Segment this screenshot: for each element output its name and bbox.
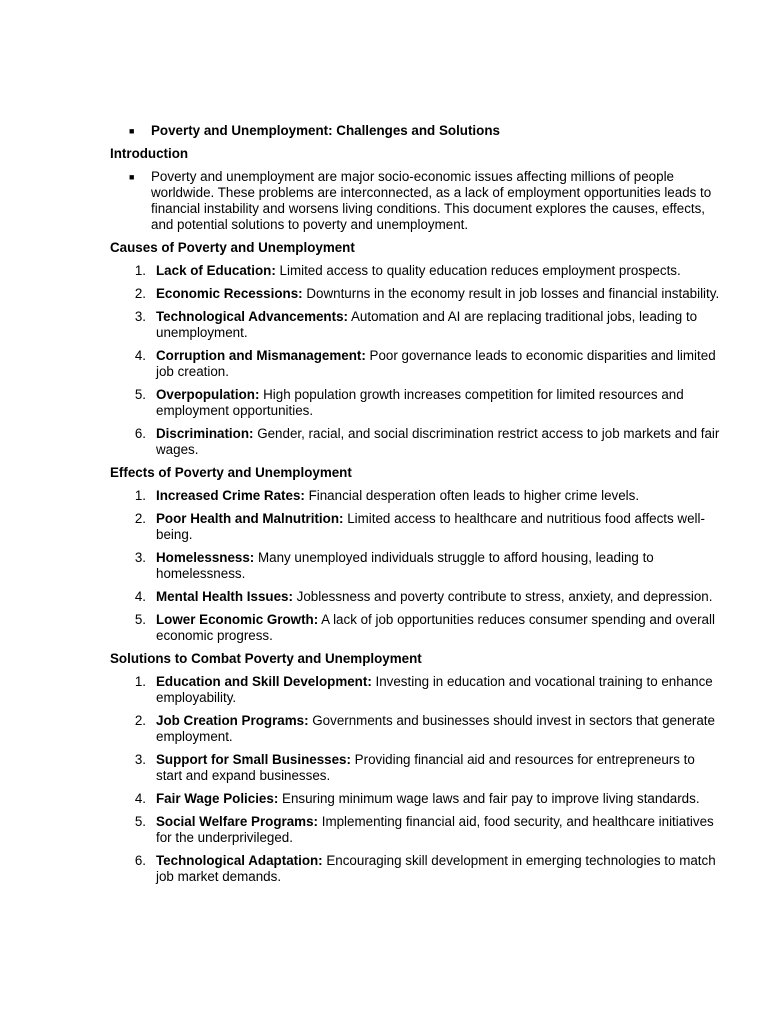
list-number: 3. [134, 309, 146, 324]
list-item [110, 674, 720, 706]
list-item [110, 286, 720, 302]
list-text: Poor governance leads to economic disparities and limited job creation. [156, 348, 716, 379]
list-term: Mental Health Issues: [156, 589, 293, 604]
square-bullet-icon: ■ [129, 172, 135, 182]
list-term: Corruption and Mismanagement: [156, 348, 366, 363]
list-term: Support for Small Businesses: [156, 752, 351, 767]
list-term: Lower Economic Growth: [156, 612, 319, 627]
list-number: 5. [134, 814, 146, 829]
list-term: Discrimination: [156, 426, 254, 441]
list-term: Lack of Education: [156, 263, 276, 278]
list-text: A lack of job opportunities reduces consumer spending and overall economic progress. [156, 612, 715, 643]
list-text: Joblessness and poverty contribute to stress, anxiety, and depression. [292, 589, 713, 604]
document-title: Poverty and Unemployment: Challenges and Solutions [151, 123, 500, 138]
list-text: Many unemployed individuals struggle to afford housing, leading to homelessness. [156, 550, 654, 581]
list-term: Homelessness: [156, 550, 255, 565]
list-number: 2. [134, 713, 146, 728]
list-item [110, 612, 720, 644]
list-item [110, 348, 720, 380]
list-text: Ensuring minimum wage laws and fair pay to improve living standards. [278, 791, 700, 806]
list-item [110, 426, 720, 458]
effects-list [110, 488, 720, 644]
list-number: 3. [134, 752, 146, 767]
list-item [110, 814, 720, 846]
list-term: Increased Crime Rates: [156, 488, 305, 503]
list-text: Investing in education and vocational training to enhance employability. [156, 674, 713, 705]
list-number: 4. [134, 791, 146, 806]
list-text: Financial desperation often leads to higher crime levels. [304, 488, 640, 503]
list-item [110, 387, 720, 419]
list-number: 4. [134, 348, 146, 363]
list-term: Technological Adaptation: [156, 853, 323, 868]
title-bullet-row [110, 123, 720, 139]
list-term: Technological Advancements: [156, 309, 348, 324]
list-item [110, 550, 720, 582]
list-number: 2. [134, 286, 146, 301]
list-text: Gender, racial, and social discrimination restrict access to job markets and fair wages. [156, 426, 720, 457]
list-number: 2. [134, 511, 146, 526]
intro-bullet-row [110, 169, 720, 233]
list-text: Downturns in the economy result in job losses and financial instability. [302, 286, 720, 301]
list-number: 1. [134, 488, 146, 503]
list-item [110, 263, 720, 279]
list-text: Governments and businesses should invest in sectors that generate employment. [156, 713, 715, 744]
document-page [110, 123, 720, 892]
solutions-heading: Solutions to Combat Poverty and Unemployment [110, 651, 422, 666]
list-term: Job Creation Programs: [156, 713, 309, 728]
list-text: Providing financial aid and resources for entrepreneurs to start and expand businesses. [156, 752, 695, 783]
list-term: Social Welfare Programs: [156, 814, 318, 829]
square-bullet-icon: ■ [129, 126, 135, 136]
list-number: 6. [134, 853, 146, 868]
list-item [110, 589, 720, 605]
list-item [110, 853, 720, 885]
list-number: 3. [134, 550, 146, 565]
list-number: 4. [134, 589, 146, 604]
list-text: Encouraging skill development in emerging technologies to match job market demands. [156, 853, 716, 884]
list-term: Education and Skill Development: [156, 674, 372, 689]
solutions-list [110, 674, 720, 885]
list-number: 6. [134, 426, 146, 441]
effects-heading: Effects of Poverty and Unemployment [110, 465, 352, 480]
list-text: Implementing financial aid, food security, and healthcare initiatives for the underprivileged. [156, 814, 714, 845]
list-item [110, 752, 720, 784]
list-text: Limited access to quality education reduces employment prospects. [275, 263, 681, 278]
list-number: 1. [134, 263, 146, 278]
list-number: 5. [134, 387, 146, 402]
list-term: Overpopulation: [156, 387, 260, 402]
causes-list [110, 263, 720, 458]
list-item [110, 713, 720, 745]
list-item [110, 511, 720, 543]
list-item [110, 488, 720, 504]
list-item [110, 791, 720, 807]
list-term: Economic Recessions: [156, 286, 303, 301]
list-text: High population growth increases competition for limited resources and employment opportunities. [156, 387, 684, 418]
list-text: Limited access to healthcare and nutritious food affects well-being. [156, 511, 705, 542]
list-text: Automation and AI are replacing traditional jobs, leading to unemployment. [156, 309, 698, 340]
intro-heading: Introduction [110, 146, 189, 161]
list-number: 5. [134, 612, 146, 627]
list-term: Fair Wage Policies: [156, 791, 279, 806]
list-term: Poor Health and Malnutrition: [156, 511, 344, 526]
list-item [110, 309, 720, 341]
intro-paragraph: Poverty and unemployment are major socio-economic issues affecting millions of people worldwide. These problems are interconnected, as a lack of employment opportunities leads to financial instability and worsens living conditions. This document explores the causes, effects, and potential solutions to poverty and unemployment. [151, 169, 712, 232]
list-number: 1. [134, 674, 146, 689]
causes-heading: Causes of Poverty and Unemployment [110, 240, 355, 255]
